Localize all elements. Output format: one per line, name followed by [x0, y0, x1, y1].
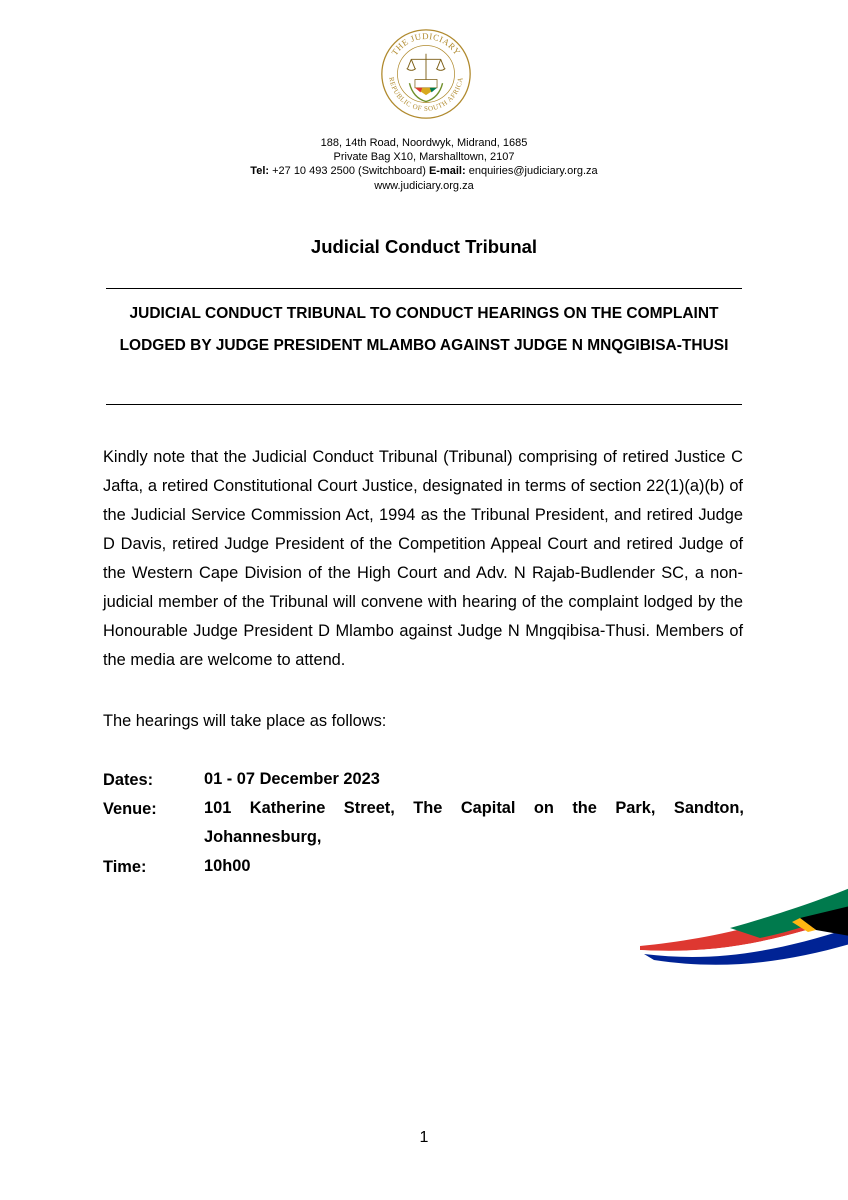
body-paragraph: Kindly note that the Judicial Conduct Tribunal (Tribunal) comprising of retired Justice C Jafta, a retired Constitutional Court Justice, designated in terms of section 22(1)(a)(b) of the Judicial Service Commission Act, 1994 as the Tribunal President, and retired Judge D Davis, retired Judge President of the Competition Appeal Court and retired Judge of the Western Cape Division of the High Court and Adv. N Rajab-Budlender SC, a non-judicial member of the Tribunal will convene with hearing of the complaint lodged by the Honourable Judge President D Mlambo against Judge N Mngqibisa-Thusi. Members of the media are welcome to attend.: [103, 448, 743, 669]
document-title: Judicial Conduct Tribunal: [310, 236, 538, 257]
venue-value: 101 Katherine Street, The Capital on the Park, Sandton, Johannesburg,: [204, 799, 744, 846]
postal-address-line: Private Bag X10, Marshalltown, 2107: [333, 151, 515, 164]
bottom-divider: [106, 404, 742, 405]
contact-line: [0, 164, 848, 178]
page-number: 1: [419, 1129, 429, 1146]
website-line: www.judiciary.org.za: [374, 179, 474, 192]
tel-value: +27 10 493 2500 (Switchboard): [269, 165, 429, 178]
hearings-intro: The hearings will take place as follows:: [103, 712, 387, 730]
venue-label: Venue:: [103, 800, 157, 818]
svg-text:THE JUDICIARY: THE JUDICIARY: [389, 31, 463, 58]
tel-label: Tel:: [250, 165, 270, 178]
email-value: enquiries@judiciary.org.za: [465, 165, 598, 178]
dates-value: 01 - 07 December 2023: [204, 770, 380, 788]
email-label: E-mail:: [428, 165, 466, 178]
svg-text:REPUBLIC OF SOUTH AFRICA: REPUBLIC OF SOUTH AFRICA: [387, 76, 465, 113]
judiciary-seal-logo: [380, 28, 472, 120]
top-divider: [106, 288, 742, 289]
time-value: 10h00: [204, 857, 251, 875]
address-line: 188, 14th Road, Noordwyk, Midrand, 1685: [320, 137, 528, 149]
time-label: Time:: [103, 858, 147, 876]
headline: JUDICIAL CONDUCT TRIBUNAL TO CONDUCT HEARINGS ON THE COMPLAINT LODGED BY JUDGE PRESIDENT MLAMBO AGAINST JUDGE N MNQGIBISA-THUSI: [119, 305, 729, 354]
contact-address-block: [0, 136, 848, 193]
dates-label: Dates:: [103, 771, 154, 789]
flag-ribbon-decoration: [640, 888, 848, 970]
